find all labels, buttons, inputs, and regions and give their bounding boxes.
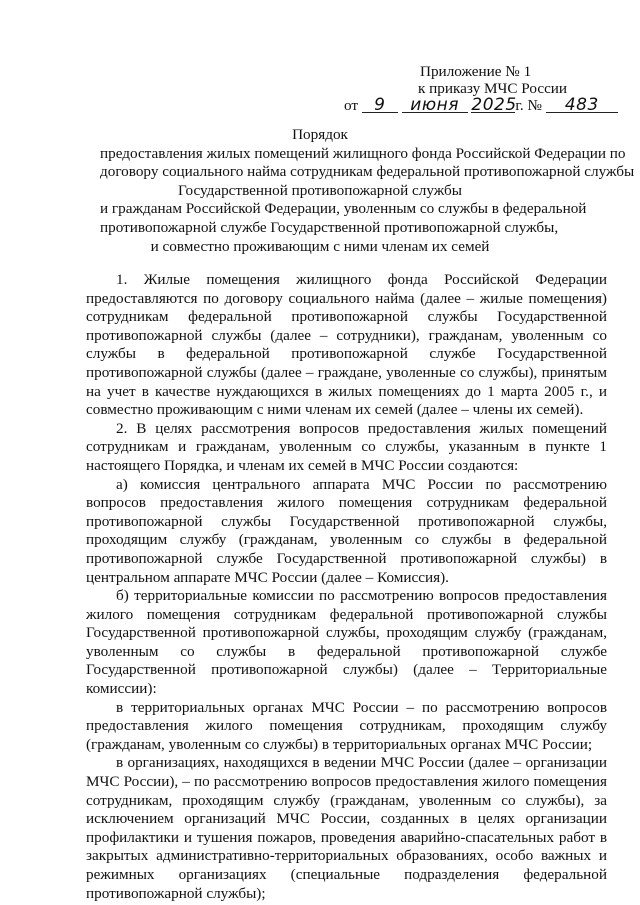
date-month-signature: июня [402, 98, 468, 113]
paragraph-2b: б) территориальные комиссии по рассмотрению вопросов предоставления жилого помещения сотрудникам федеральной противопожарной службы Государственной противопожарной службы, проходящим службу (гражданам, уволенным со службы в федеральной противопожарной службе Государственной противопожарной службы) (далее – Территориальные комиссии): [86, 587, 607, 698]
title-line: договору социального найма сотрудникам федеральной противопожарной службы [100, 163, 635, 181]
title-line: противопожарной службе Государственной противопожарной службы, [100, 218, 559, 236]
date-year-suffix: г. [515, 97, 524, 114]
document-body [86, 271, 607, 903]
order-number-label: № [527, 97, 543, 114]
paragraph-2: 2. В целях рассмотрения вопросов предоставления жилых помещений сотрудникам и гражданам, уволенным со службы, указанным в пункте 1 настоящего Порядка, и членам их семей в МЧС России создаются: [86, 419, 607, 474]
date-year-signature: 2025 [471, 95, 517, 115]
date-day-signature: 9 [362, 98, 398, 113]
appendix-order-ref: к приказу МЧС России [418, 80, 568, 97]
paragraph-organizations: в организациях, находящихся в ведении МЧС России (далее – организации МЧС России), – по рассмотрению вопросов предоставления жилого помещения сотрудникам, проходящим службу (гражданам, уволенным со службы), за исключением организаций МЧС России, созданных в целях организации профилактики и тушения пожаров, проведения аварийно-спасательных работ в закрытых административно-территориальных образованиях, особо важных и режимных организациях (специальные подразделения федеральной противопожарной службы); [86, 754, 607, 902]
title-line: и гражданам Российской Федерации, уволенным со службы в федеральной [100, 200, 587, 218]
document-title [100, 126, 635, 256]
title-line: и совместно проживающим с ними членам их семей [150, 237, 490, 255]
paragraph-2a: а) комиссия центрального аппарата МЧС России по рассмотрению вопросов предоставления жилого помещения сотрудникам федеральной противопожарной службы Государственной противопожарной службы, проходящим службу (гражданам, уволенным со службы в федеральной противопожарной службе Государственной противопожарной службы) в центральном аппарате МЧС России (далее – Комиссия). [86, 475, 607, 586]
appendix-date-line [344, 97, 618, 116]
paragraph-territorial: в территориальных органах МЧС России – по рассмотрению вопросов предоставления жилого помещения сотрудникам, проходящим службу (гражданам, уволенным со службы) в территориальных органах МЧС России; [86, 698, 607, 753]
paragraph-1: 1. Жилые помещения жилищного фонда Российской Федерации предоставляются по договору социального найма (далее – жилые помещения) сотрудникам федеральной противопожарной службы Государственной противопожарной службы (далее – сотрудники), гражданам, уволенным со службы в федеральной противопожарной службе Государственной противопожарной службы (далее – граждане, уволенные со службы), принятым на учет в качестве нуждающихся в жилых помещениях до 1 марта 2005 г., и совместно проживающим с ними членам их семей (далее – члены их семей). [86, 271, 607, 419]
title-line: Государственной противопожарной службы [178, 181, 462, 199]
date-from-label: от [344, 97, 359, 114]
title-line: предоставления жилых помещений жилищного фонда Российской Федерации по [100, 144, 626, 162]
appendix-number: Приложение № 1 [420, 63, 532, 80]
order-number-signature: 483 [546, 98, 618, 113]
title-heading: Порядок [292, 126, 348, 143]
